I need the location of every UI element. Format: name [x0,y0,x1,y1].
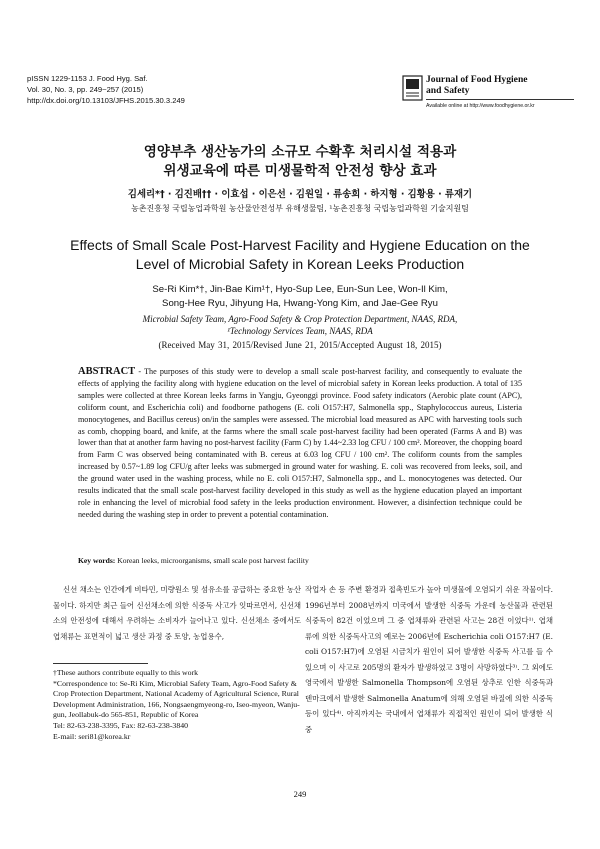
doi-line: http://dx.doi.org/10.13103/JFHS.2015.30.3.249 [27,96,185,105]
received-dates: (Received May 31, 2015/Revised June 21, 2015/Accepted August 18, 2015) [158,340,442,350]
journal-online-url: Available online at http://www.foodhygiene.or.kr [426,103,535,109]
footnote-divider [53,663,148,664]
body-right-column: 작업자 손 등 주변 환경과 접촉빈도가 높아 미생물에 오염되기 쉬운 작물이다. 1996년부터 2008년까지 미국에서 발생한 식중독 가운데 농산물과 관련된 식중독이 82건 이었으며 그 중 엽채류와 관련된 사고는 28건 이었다¹⁾. 엽채류에 의한 식중독사고의 예로는 2006년에 Escherichia coli O157:H7 (E. coli O157:H7)에 오염된 시금치가 원인이 되어 발생한 식중독 사고를 들 수 있으며 이 사고로 205명의 환자가 발생하였고 3명이 사망하였다³⁾. 그 외에도 영국에서 발생한 Salmonella Thompson에 오염된 상추로 인한 식중독과 덴마크에서 발생한 Salmonella Anatum에 의해 오염된 바질에 의한 식중독 등이 있다⁴⁾. 아직까지는 국내에서 엽채류가 직접적인 원인이 되어 발생한 식중 [305,585,553,734]
page-number: 249 [293,789,307,799]
footnotes [53,668,301,742]
keywords-label: Key words: [78,556,116,565]
journal-masthead [402,74,574,111]
footnote-email: E-mail: seri81@korea.kr [53,731,131,741]
journal-logo-icon [402,75,423,101]
korean-affiliation: 농촌진흥청 국립농업과학원 농산물안전성부 유해생물팀, ¹농촌진흥청 국립농업과학원 기술지원팀 [131,204,469,213]
volume-line: Vol. 30, No. 3, pp. 249~257 (2015) [27,85,144,94]
english-authors: Se-Ri Kim*†, Jin-Bae Kim¹†, Hyo-Sup Lee, Eun-Sun Lee, Won-Il Kim, Song-Hee Ryu, Jihyung Ha, Hwang-Yong Kim, and Jae-Gee Ryu [152,284,448,309]
korean-title: 영양부추 생산농가의 소규모 수확후 처리시설 적용과 위생교육에 따른 미생물학적 안전성 향상 효과 [143,144,457,179]
footnote-phone: Tel: 82-63-238-3395, Fax: 82-63-238-3840 [53,720,189,730]
korean-authors: 김세리*† · 김진배†† · 이효섭 · 이은선 · 김원일 · 류송희 · 하지형 · 김황용 · 류재기 [127,189,473,200]
keywords-text: Korean leeks, microorganisms, small scale post harvest facility [115,556,309,565]
english-title: Effects of Small Scale Post-Harvest Facility and Hygiene Education on the Level of Microbial Safety in Korean Leeks Production [70,237,530,272]
abstract-text: - The purposes of this study were to develop a small scale post-harvest facility, and consequently to evaluate the effects of applying the facility along with hygiene education on the level of microbial safety in Korean leeks production. A total of 135 samples were collected at three Korean leeks farms in Yangju, Gyeonggi province. Food safety indicators (Aerobic plate count (APC), coliform count, and Escherichia coli) and foodborne pathogens (E. coli O157:H7, Salmonella spp., Staphylococcus aureus, Listeria monocytogenes, and Bacillus cereus) on/in the samples were assessed. The microbial load measured as APC with harvesting tools such as comb, chopping board, and knife, at the farms where the small scale post-harvest facility had been operated (Farms A and B) was lower than that at another farm having no post-harvest facility (Farm C) by 1.44~2.33 log CFU / 100 cm². Moreover, the chopping board from Farm C was observed being contaminated with B. cereus at 6.03 log CFU / 100 cm². The coliform counts from the samples increased by 0.57~1.89 log CFU/g after leeks was submerged in ground water for washing. E. coli was recovered from leeks, soil, and the ground water used in the washing process, while no E. coli O157:H7, Salmonella spp., and L. monocytogenes was detected. Our results indicated that the small scale post-harvest facility developed in this study as well as the hygiene education played an important role in enhancing the level of microbial food safety in the leeks production environment. However, a disinfection technique could be needed during the washing step in order to prevent a potential contamination. [78,367,522,519]
footnote-correspondence: *Correspondence to: Se-Ri Kim, Microbial Safety Team, Agro-Food Safety & Crop Protection Department, National Academy of Agricultural Science, Rural Development Administration, 166, Nongsaengmyeong-ro, Iseo-myeon, Wanju-gun, Jeollabuk-do 565-851, Republic of Korea [53,678,300,720]
abstract-label: ABSTRACT [78,366,136,377]
keywords [78,556,522,565]
english-affiliation: Microbial Safety Team, Agro-Food Safety & Crop Protection Department, NAAS, RDA, ¹Technology Services Team, NAAS, RDA [142,314,458,336]
body-left-column [53,582,301,644]
abstract [78,366,522,521]
journal-name: Journal of Food Hygiene and Safety [426,74,528,96]
body-left-text: 신선 채소는 인간에게 비타민, 미량원소 및 섬유소를 공급하는 중요한 농산물이다. 하지만 최근 들어 신선채소에 의한 식중독 사고가 잇따르면서, 신선채소의 안전성에 대해서 우려하는 소비자가 늘어나고 있다. 신선채소 중에서도 엽채류는 표면적이 넓고 생산 과정 중 토양, 농업용수, [53,585,301,641]
footnote-equal-contribution: †These authors contribute equally to this work [53,668,199,677]
masthead-divider [426,99,574,100]
issn-line: pISSN 1229-1153 J. Food Hyg. Saf. [27,74,148,83]
journal-citation [27,73,185,106]
